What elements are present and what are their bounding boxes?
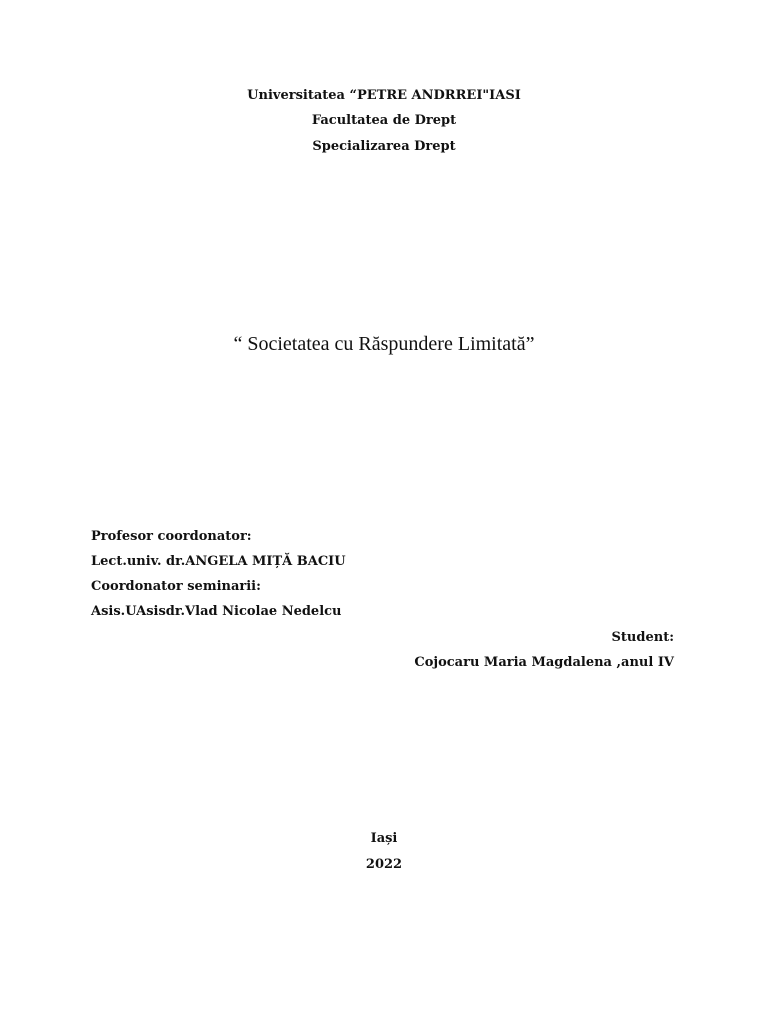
faculty-name: Facultatea de Drept	[311, 113, 457, 128]
student-name: Cojocaru Maria Magdalena ,anul IV	[414, 655, 674, 670]
student-label: Student:	[611, 630, 674, 645]
seminar-coordinator-label: Coordonator seminarii:	[91, 579, 261, 594]
document-title: “ Societatea cu Răspundere Limitată”	[233, 333, 535, 355]
specialization-name: Specializarea Drept	[312, 139, 456, 154]
city: Iași	[370, 831, 398, 846]
year: 2022	[365, 857, 403, 872]
seminar-coordinator-name: Asis.UAsisdr.Vlad Nicolae Nedelcu	[91, 604, 342, 619]
professor-label: Profesor coordonator:	[91, 529, 252, 544]
professor-name: Lect.univ. dr.ANGELA MIȚĂ BACIU	[91, 554, 346, 569]
university-name: Universitatea “PETRE ANDRREI"IASI	[247, 88, 521, 103]
